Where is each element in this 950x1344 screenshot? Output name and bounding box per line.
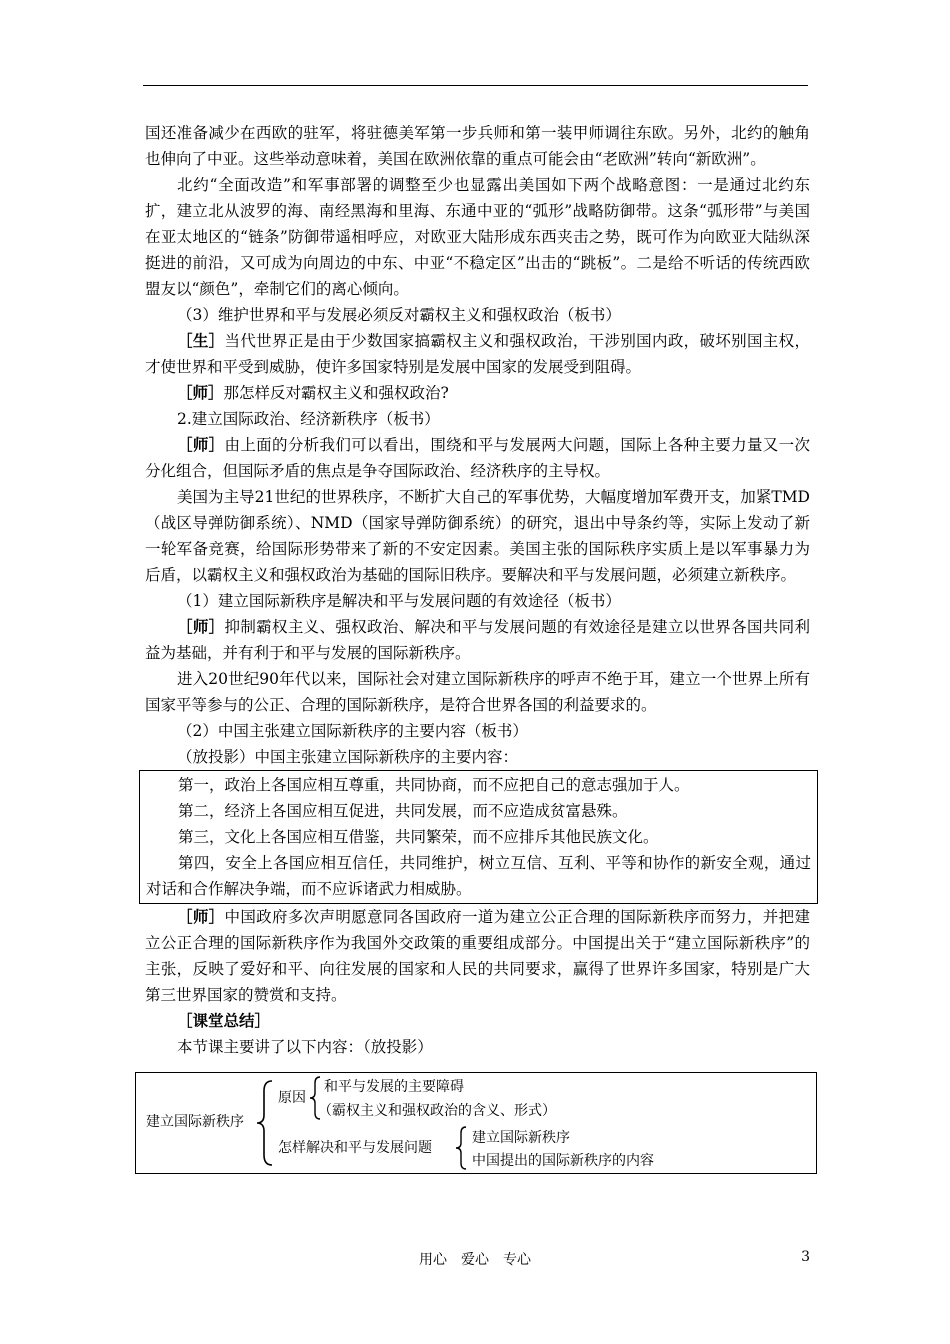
summary-reason-item: 和平与发展的主要障碍	[324, 1079, 464, 1095]
speaker-label: ［师］	[177, 907, 225, 926]
section-heading: 2.建立国际政治、经济新秩序（板书）	[177, 410, 440, 428]
paragraph-heading: （3）维护世界和平与发展必须反对霸权主义和强权政治（板书）	[177, 306, 621, 324]
teacher-remark	[145, 380, 810, 406]
paragraph-heading: （2）中国主张建立国际新秩序的主要内容（板书）	[177, 722, 528, 740]
teacher-remark	[145, 432, 810, 484]
summary-diagram	[135, 1072, 817, 1174]
how-brace-icon	[454, 1125, 468, 1171]
remark-text: 由上面的分析我们可以看出，围绕和平与发展两大问题，国际上各种主要力量又一次分化组合，但国际矛盾的焦点是争夺国际政治、经济秩序的主导权。	[145, 436, 810, 480]
header-rule	[143, 85, 808, 86]
remark-text: 当代世界正是由于少数国家搞霸权主义和强权政治，干涉别国内政，破坏别国主权，才使世界和平受到威胁，使许多国家特别是发展中国家的发展受到阻碍。	[145, 332, 810, 376]
teacher-remark	[145, 614, 810, 666]
summary-how: 怎样解决和平与发展问题	[278, 1140, 432, 1156]
speaker-label: ［师］	[177, 383, 224, 402]
footer-slogan: 用心 爱心 专心	[419, 1252, 531, 1268]
paragraph: 国还准备减少在西欧的驻军，将驻德美军第一步兵师和第一装甲师调往东欧。另外，北约的触角也伸向了中亚。这些举动意味着，美国在欧洲依靠的重点可能会由“老欧洲”转向“新欧洲”。	[145, 124, 810, 168]
remark-text: 抑制霸权主义、强权政治、解决和平与发展问题的有效途径是建立以世界各国共同利益为基础，并有利于和平与发展的国际新秩序。	[145, 618, 810, 662]
summary-reason-item: （霸权主义和强权政治的含义、形式）	[318, 1103, 556, 1119]
projection-item: 第一，政治上各国应相互尊重，共同协商，而不应把自己的意志强加于人。	[178, 776, 690, 794]
summary-heading	[145, 1008, 810, 1034]
root-brace-icon	[254, 1079, 276, 1167]
student-remark	[145, 328, 810, 380]
main-content	[145, 120, 810, 1060]
paragraph-heading: （1）建立国际新秩序是解决和平与发展问题的有效途径（板书）	[177, 592, 621, 610]
paragraph: 美国为主导21世纪的世界秩序，不断扩大自己的军事优势，大幅度增加军费开支，加紧TMD（战区导弹防御系统）、NMD（国家导弹防御系统）的研究，退出中导条约等，实际上发动了新一轮军备竞赛，给国际形势带来了新的不安定因素。美国主张的国际秩序实质上是以军事暴力为后盾，以霸权主义和强权政治为基础的国际旧秩序。要解决和平与发展问题，必须建立新秩序。	[145, 488, 810, 584]
summary-reason: 原因	[278, 1090, 306, 1106]
projection-box	[139, 770, 818, 904]
remark-text: 那怎样反对霸权主义和强权政治?	[223, 384, 449, 402]
page-number: 3	[801, 1249, 810, 1265]
paragraph: （放投影）中国主张建立国际新秩序的主要内容：	[177, 748, 519, 766]
projection-item: 第三，文化上各国应相互借鉴，共同繁荣，而不应排斥其他民族文化。	[178, 828, 659, 846]
teacher-remark	[145, 904, 810, 1008]
projection-item: 第四，安全上各国应相互信任，共同维护，树立互信、互利、平等和协作的新安全观，通过对话和合作解决争端，而不应诉诸武力相威胁。	[146, 854, 811, 898]
summary-how-item: 中国提出的国际新秩序的内容	[472, 1153, 654, 1169]
speaker-label: ［师］	[177, 435, 225, 454]
paragraph: 本节课主要讲了以下内容：（放投影）	[177, 1038, 433, 1056]
summary-root: 建立国际新秩序	[146, 1114, 244, 1130]
remark-text: 中国政府多次声明愿意同各国政府一道为建立公正合理的国际新秩序而努力，并把建立公正合理的国际新秩序作为我国外交政策的重要组成部分。中国提出关于“建立国际新秩序”的主张，反映了爱好和平、向往发展的国家和人民的共同要求，赢得了世界许多国家，特别是广大第三世界国家的赞赏和支持。	[145, 908, 810, 1004]
paragraph: 进入20世纪90年代以来，国际社会对建立国际新秩序的呼声不绝于耳，建立一个世界上所有国家平等参与的公正、合理的国际新秩序，是符合世界各国的利益要求的。	[145, 670, 810, 714]
speaker-label: ［生］	[177, 331, 225, 350]
paragraph: 北约“全面改造”和军事部署的调整至少也显露出美国如下两个战略意图：一是通过北约东扩，建立北从波罗的海、南经黑海和里海、东通中亚的“弧形”战略防御带。这条“弧形带”与美国在亚太地区的“链条”防御带遥相呼应，对欧亚大陆形成东西夹击之势，既可作为向欧亚大陆纵深挺进的前沿，又可成为向周边的中东、中亚“不稳定区”出击的“跳板”。二是给不听话的传统西欧盟友以“颜色”，牵制它们的离心倾向。	[145, 176, 810, 298]
speaker-label: ［师］	[177, 617, 225, 636]
projection-item: 第二，经济上各国应相互促进，共同发展，而不应造成贫富悬殊。	[178, 802, 628, 820]
summary-how-item: 建立国际新秩序	[472, 1130, 570, 1146]
summary-label: ［课堂总结］	[177, 1011, 271, 1030]
